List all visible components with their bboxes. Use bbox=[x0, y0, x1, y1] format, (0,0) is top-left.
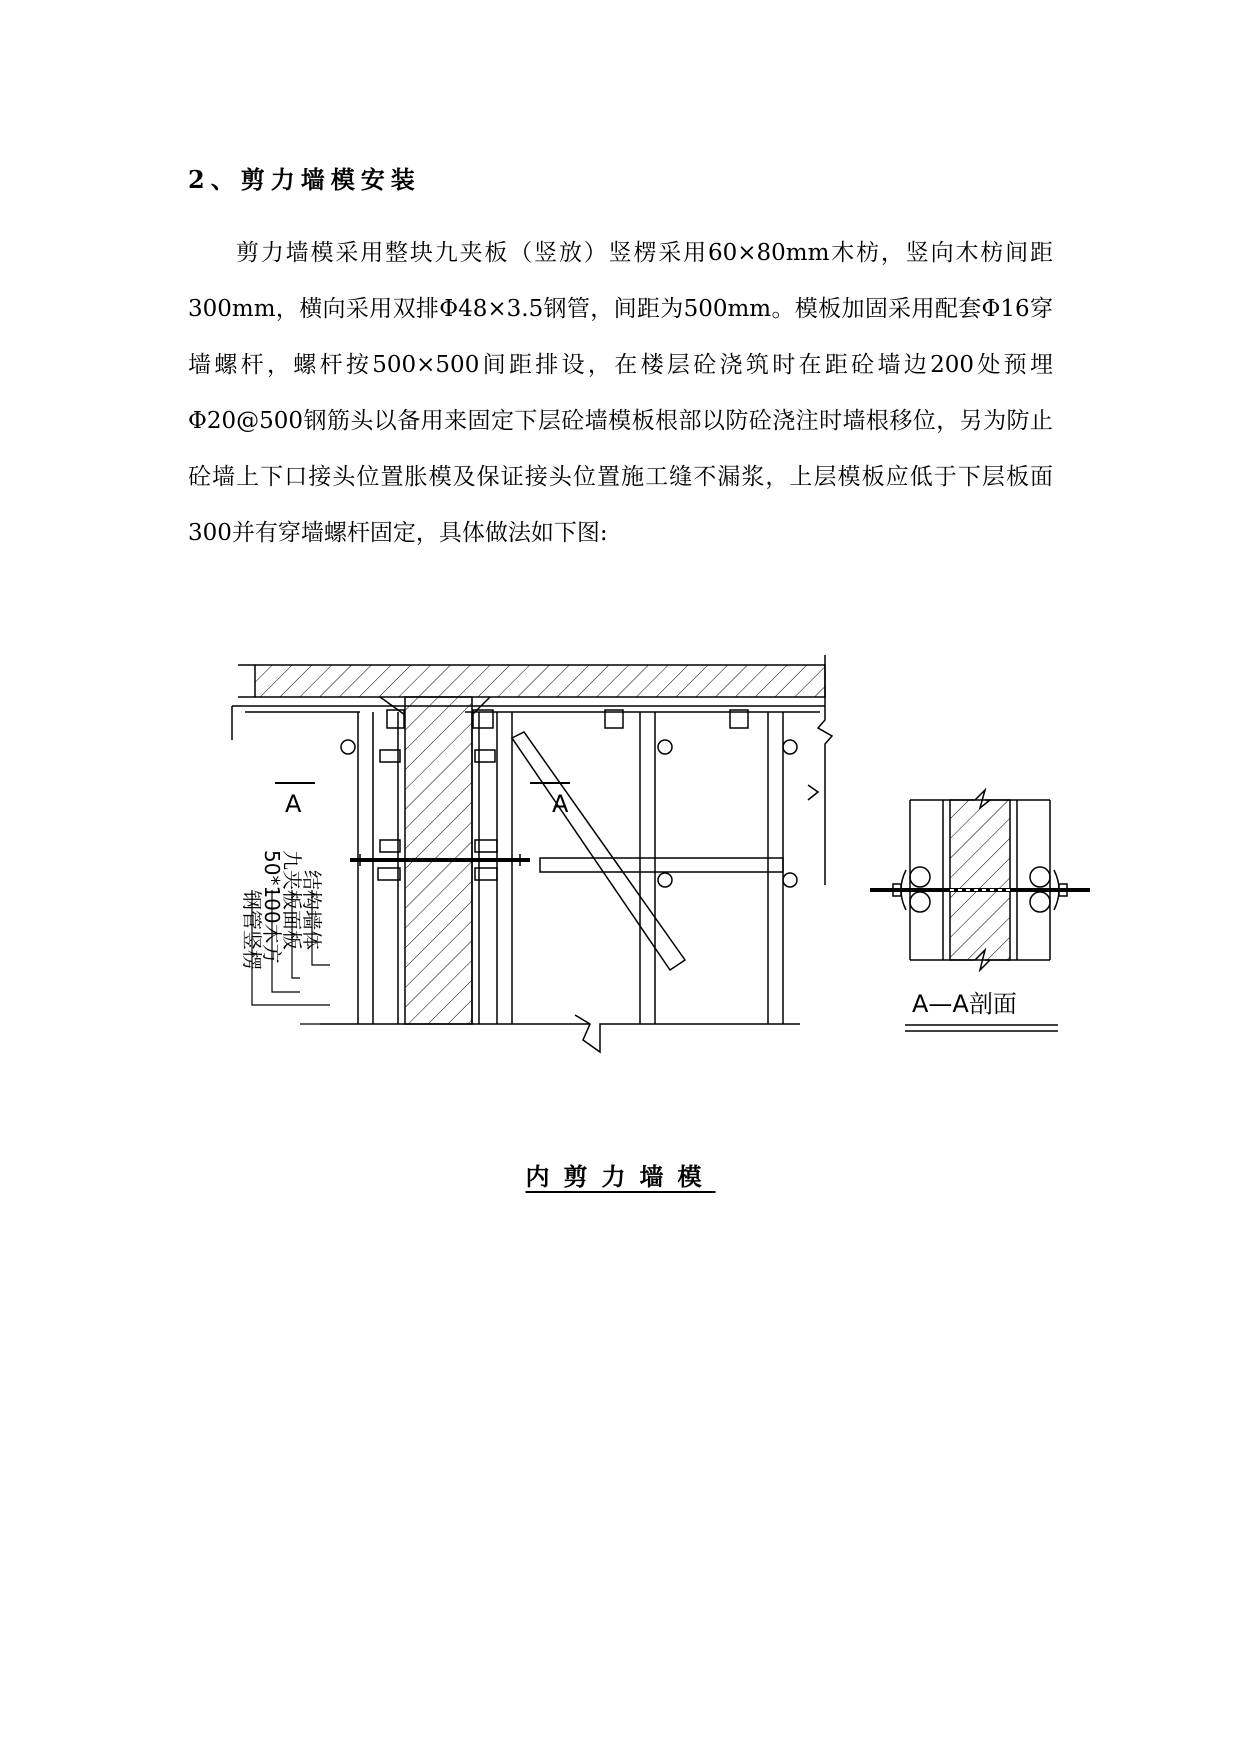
label-plywood: 九夹板面板 bbox=[280, 850, 304, 950]
body-paragraph: 剪力墙模采用整块九夹板（竖放）竖楞采用60×80mm木枋，竖向木枋间距300mm，横向采用双排Φ48×3.5钢管，间距为500mm。模板加固采用配套Φ16穿墙螺杆，螺杆按500×500间距排设，在楼层砼浇筑时在距砼墙边200处预埋Φ20@500钢筋头以备用来固定下层砼墙模板根部以防砼浇注时墙根移位，另为防止砼墙上下口接头位置胀模及保证接头位置施工缝不漏浆，上层模板应低于下层板面300并有穿墙螺杆固定，具体做法如下图: bbox=[188, 240, 1053, 546]
label-structural-wall: 结构墙体 bbox=[300, 870, 324, 950]
elevation-view bbox=[232, 655, 832, 1052]
section-view bbox=[893, 790, 1067, 970]
label-steel-tube: 钢管竖楞 bbox=[240, 890, 264, 970]
section-mark-left: A bbox=[285, 790, 302, 818]
section-mark-right: A bbox=[552, 790, 569, 818]
label-timber: 50*100木方 bbox=[260, 850, 284, 964]
section-title: A—A剖面 bbox=[912, 990, 1017, 1018]
figure-caption: 内剪力墙模 bbox=[525, 1162, 716, 1191]
section-heading: 2、剪力墙模安装 bbox=[188, 165, 421, 194]
formwork-diagram bbox=[0, 640, 1241, 1060]
